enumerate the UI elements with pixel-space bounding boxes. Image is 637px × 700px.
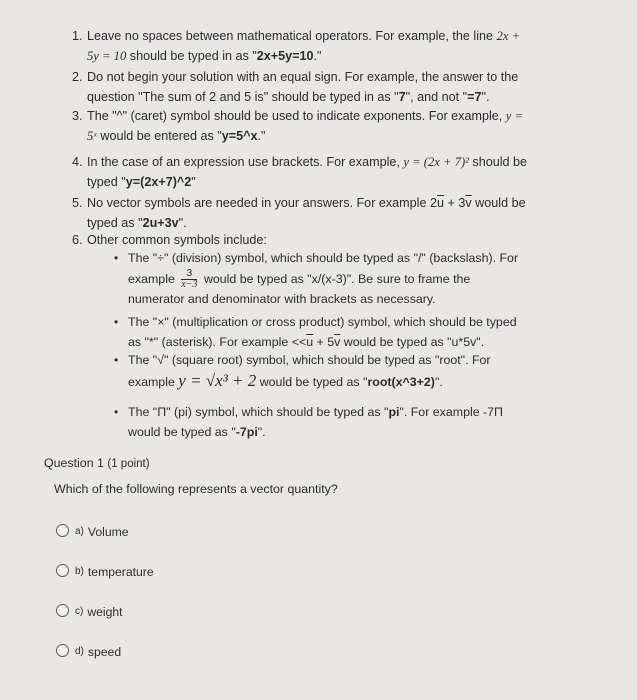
option-c[interactable] — [56, 603, 123, 617]
radio-button[interactable] — [56, 604, 69, 617]
symbol-text: as "*" (asterisk). For example << — [128, 334, 307, 349]
symbol-text: would be typed as " — [259, 374, 368, 389]
symbol-text: would be typed as "u*5v". — [340, 334, 485, 349]
bullet-dot: • — [114, 251, 119, 265]
instruction-number: 5. — [72, 196, 83, 210]
question-text: Which of the following represents a vector quantity? — [54, 482, 338, 496]
symbol-text: example — [128, 374, 175, 389]
instruction-text: " — [191, 175, 196, 189]
instruction-number: 3. — [72, 109, 83, 123]
instruction-text: Other common symbols include: — [87, 233, 267, 247]
fraction-numerator: 3 — [181, 269, 197, 280]
option-letter: b) — [75, 565, 84, 577]
radio-button[interactable] — [56, 524, 69, 537]
option-d[interactable] — [56, 643, 121, 657]
fraction-denominator: x−3 — [181, 278, 198, 290]
instruction-text: typed " — [87, 175, 126, 189]
question-number: Question 1 — [44, 456, 104, 470]
symbol-text: The "×" (multiplication or cross product) symbol, which should be typed — [128, 315, 517, 329]
option-label: speed — [87, 645, 122, 659]
instruction-text: ", and not " — [405, 90, 468, 104]
typed-example: pi — [388, 405, 400, 419]
option-a[interactable] — [56, 523, 129, 537]
instruction-text: The "^" (caret) symbol should be used to indicate exponents. For example, — [87, 109, 506, 123]
option-letter: c) — [75, 605, 84, 617]
symbol-text: ". For example -7Π — [399, 405, 504, 419]
symbol-text: numerator and denominator with brackets as necessary. — [128, 291, 436, 306]
bullet-dot: • — [114, 315, 119, 329]
symbol-text: would be typed as "x/(x-3)". Be sure to frame the — [203, 271, 471, 286]
option-label: temperature — [87, 565, 154, 579]
instruction-text: Do not begin your solution with an equal sign. For example, the answer to the — [87, 70, 519, 84]
typed-example: root(x^3+2) — [367, 374, 435, 389]
symbol-text: example — [128, 271, 175, 286]
option-label: weight — [87, 605, 123, 619]
fraction — [181, 269, 197, 290]
symbol-text: would be typed as " — [128, 424, 236, 439]
bullet-dot: • — [114, 405, 119, 419]
typed-example: y=(2x+7)^2 — [125, 175, 192, 189]
typed-example: =7 — [467, 90, 482, 104]
vector-symbol: $\overline{v}$ — [465, 196, 472, 210]
typed-example: y=5^x — [221, 129, 258, 143]
instruction-text: question "The sum of 2 and 5 is" should be typed in as " — [87, 90, 399, 104]
instruction-number: 4. — [72, 155, 83, 169]
instruction-number: 2. — [72, 70, 83, 84]
vector-symbol: $\overline{u}$ — [306, 334, 314, 349]
symbol-text: ". — [434, 374, 443, 389]
symbol-text: The "√" (square root) symbol, which should be typed as "root". For — [128, 353, 491, 367]
instruction-text: would be — [471, 196, 526, 210]
instruction-text: In the case of an expression use brackets. For example, — [87, 155, 404, 169]
instruction-text: ." — [313, 49, 322, 63]
symbol-text: + 5 — [313, 334, 335, 349]
instruction-text: No vector symbols are needed in your answers. For example 2 — [87, 196, 437, 210]
math-expression: y = — [505, 109, 524, 123]
instruction-text: + 3 — [444, 196, 466, 210]
typed-example: 2x+5y=10 — [256, 49, 314, 63]
vector-symbol: $\overline{u}$ — [437, 196, 445, 210]
math-expression: y = (2x + 7)² — [403, 155, 469, 169]
instruction-text: Leave no spaces between mathematical operators. For example, the line — [87, 29, 497, 43]
math-expression: 2x + — [496, 29, 521, 43]
radio-button[interactable] — [56, 564, 69, 577]
option-letter: a) — [75, 525, 84, 537]
bullet-dot: • — [114, 353, 119, 367]
option-label: Volume — [87, 525, 129, 539]
instruction-text: should be — [468, 155, 528, 169]
vector-symbol: $\overline{v}$ — [334, 334, 341, 349]
instruction-number: 6. — [72, 233, 83, 247]
typed-example: 7 — [398, 90, 406, 104]
symbol-text: ". — [257, 424, 266, 439]
instruction-number: 1. — [72, 29, 83, 43]
typed-example: 2u+3v — [142, 216, 179, 230]
symbol-text: The "÷" (division) symbol, which should be typed as "/" (backslash). For — [128, 251, 519, 265]
math-expression: 5ˣ — [87, 129, 97, 143]
typed-example: -7pi — [235, 424, 258, 439]
radio-button[interactable] — [56, 644, 69, 657]
symbol-text: The "Π" (pi) symbol, which should be typed as " — [128, 405, 389, 419]
math-expression: 5y = 10 — [87, 49, 127, 63]
instruction-text: ". — [481, 90, 490, 104]
instruction-text: ". — [178, 216, 187, 230]
instruction-text: would be entered as " — [96, 129, 222, 143]
instruction-text: ." — [257, 129, 266, 143]
instruction-text: typed as " — [87, 216, 143, 230]
question-points: (1 point) — [107, 458, 150, 470]
instruction-text: should be typed in as " — [126, 49, 257, 63]
option-b[interactable] — [56, 563, 154, 577]
question-title — [44, 456, 150, 470]
math-expression: y = √x³ + 2 — [178, 370, 257, 390]
option-letter: d) — [75, 645, 84, 657]
